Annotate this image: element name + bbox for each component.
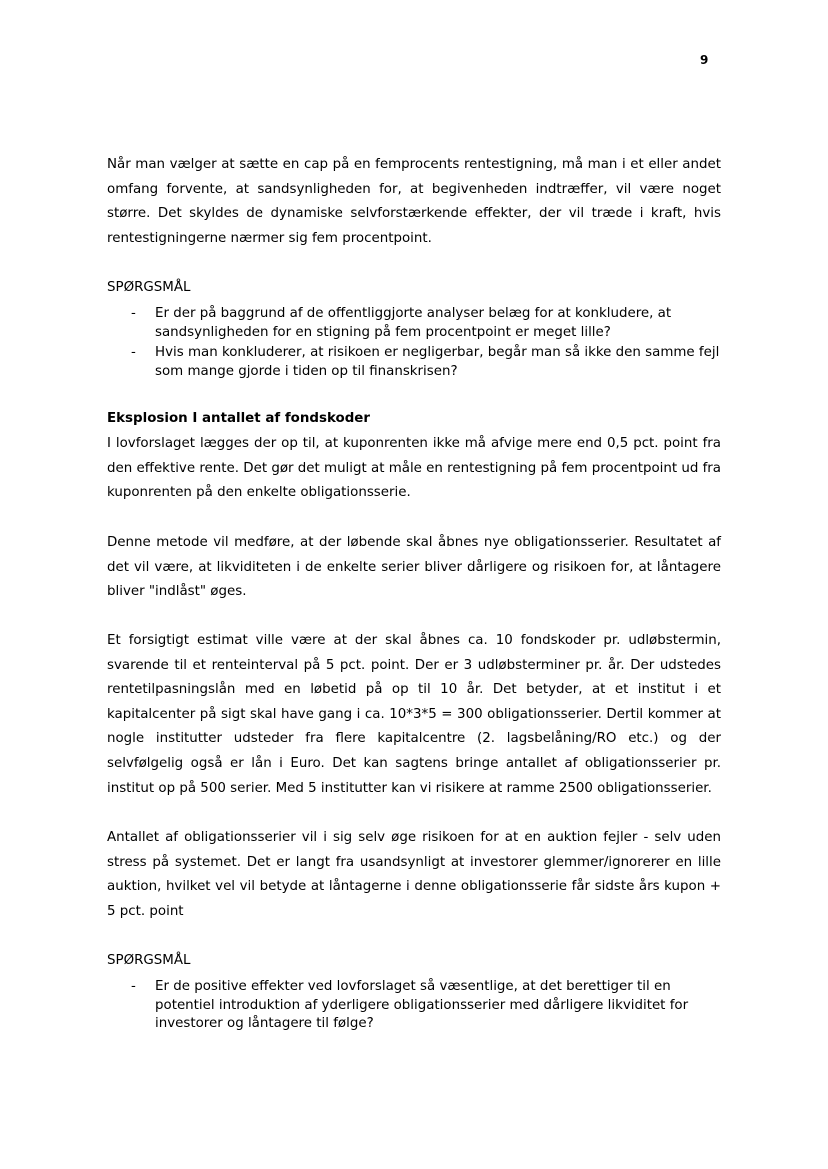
questions-list-2 [107, 978, 721, 1034]
section-title: Eksplosion I antallet af fondskoder [107, 411, 370, 426]
list-dash: - [131, 345, 136, 360]
section-paragraph-1: I lovforslaget lægges der op til, at kuponrenten ikke må afvige mere end 0,5 pct. point fra den effektive rente. Det gør det muligt at måle en rentestigning på fem procentpoint ud fra kuponrenten på den enkelte obligationsserie. [107, 436, 722, 501]
questions-list-1 [107, 305, 721, 381]
section-paragraph-3: Et forsigtigt estimat ville være at der skal åbnes ca. 10 fondskoder pr. udløbstermin, svarende til et renteinterval på 5 pct. point. Der er 3 udløbsterminer pr. år. Der udstedes rentetilpasningslån med en løbetid på op til 10 år. Det betyder, at et institut i et kapitalcenter på sigt skal have gang i ca. 10*3*5 = 300 obligationsserier. Dertil kommer at nogle institutter udsteder fra flere kapitalcentre (2. lagsbelåning/RO etc.) og der selvfølgelig også er lån i Euro. Det kan sagtens bringe antallet af obligationsserier pr. institut op på 500 serier. Med 5 institutter kan vi risikere at ramme 2500 obligationsserier. [107, 633, 721, 796]
questions-heading-1: SPØRGSMÅL [107, 280, 191, 295]
list-item [107, 344, 721, 381]
list-dash: - [131, 306, 136, 321]
section-paragraph-4: Antallet af obligationsserier vil i sig selv øge risikoen for at en auktion fejler - selv uden stress på systemet. Det er langt fra usandsynligt at investorer glemmer/ignorerer en lille auktion, hvilket vel vil betyde at låntagerne i denne obligationsserie får sidste års kupon + 5 pct. point [107, 830, 721, 919]
question-text: Er der på baggrund af de offentliggjorte analyser belæg for at konkludere, at sandsynligheden for en stigning på fem procentpoint er meget lille? [155, 306, 672, 340]
section-paragraph-2: Denne metode vil medføre, at der løbende skal åbnes nye obligationsserier. Resultatet af det vil være, at likviditeten i de enkelte serier bliver dårligere og risikoen for, at låntagere bliver "indlåst" øges. [107, 535, 721, 600]
question-text: Er de positive effekter ved lovforslaget så væsentlige, at det berettiger til en potentiel introduktion af yderligere obligationsserier med dårligere likviditet for investorer og låntagere til følge? [155, 979, 689, 1031]
intro-paragraph: Når man vælger at sætte en cap på en femprocents rentestigning, må man i et eller andet omfang forvente, at sandsynligheden for, at begivenheden indtræffer, vil være noget større. Det skyldes de dynamiske selvforstærkende effekter, der vil træde i kraft, hvis rentestigningerne nærmer sig fem procentpoint. [107, 157, 721, 246]
question-text: Hvis man konkluderer, at risikoen er negligerbar, begår man så ikke den samme fejl som mange gjorde i tiden op til finanskrisen? [155, 345, 720, 379]
list-item [107, 978, 721, 1034]
questions-heading-2: SPØRGSMÅL [107, 953, 191, 968]
page-number: 9 [700, 53, 709, 67]
list-item [107, 305, 721, 342]
list-dash: - [131, 979, 136, 994]
